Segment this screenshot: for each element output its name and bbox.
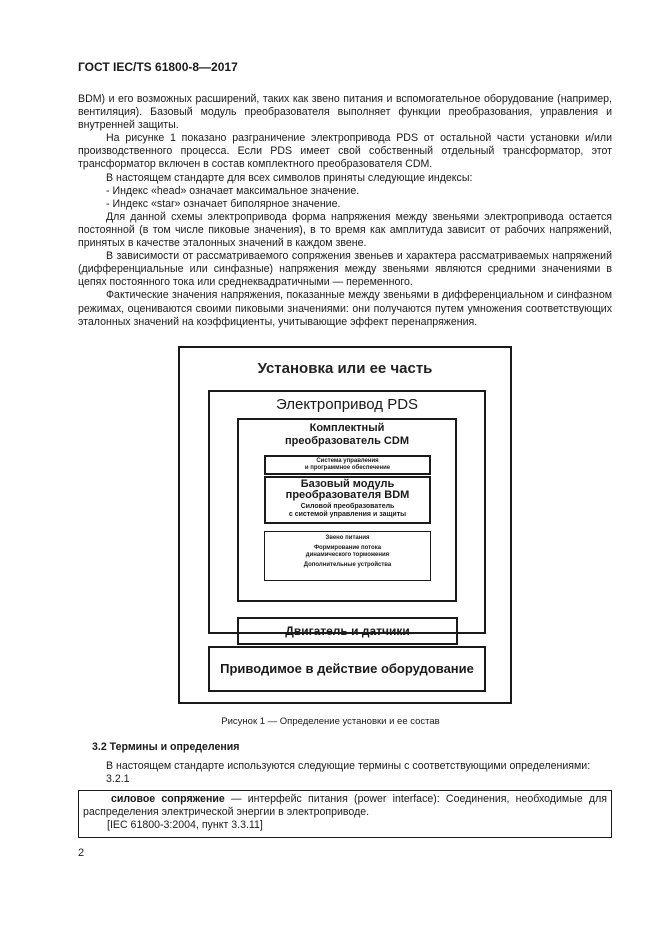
bdm-label-line1: Базовый модуль: [300, 478, 395, 490]
definition-text: [83, 793, 607, 819]
equipment-box: Приводимое в действие оборудование: [208, 646, 486, 692]
supply-item: Звено питания: [325, 535, 370, 541]
figure-caption: Рисунок 1 — Определение установки и ее состав: [221, 716, 440, 727]
paragraph: BDM) и его возможных расширений, таких как звено питания и вспомогательное оборудование (например, вентиляция). Базовый модуль преобразователя выполняет функции преобразования, управления и внутренней защиты.: [78, 93, 612, 132]
motor-box: Двигатель и датчики: [237, 617, 458, 645]
paragraph: В настоящем стандарте для всех символов приняты следующие индексы:: [106, 171, 473, 184]
cdm-box: [237, 418, 457, 602]
bdm-label-line2: преобразователя BDM: [285, 489, 410, 501]
definition-box: [78, 790, 612, 838]
section-intro: В настоящем стандарте используются следующие термины с соответствующими определениями:: [106, 760, 591, 772]
supply-item: Формирование потока: [313, 545, 382, 551]
cdm-label-line2: преобразователь CDM: [285, 435, 409, 447]
control-system-box: [264, 455, 431, 475]
list-item: - Индекс «head» означает максимальное значение.: [106, 184, 360, 197]
control-label-line2: и программное обеспечение: [304, 465, 391, 471]
bdm-box: [264, 476, 431, 524]
supply-item: Дополнительные устройства: [303, 562, 392, 568]
bdm-sublabel: [266, 501, 429, 519]
body-text: [78, 93, 612, 329]
paragraph: Фактические значения напряжения, показанные между звеньями в дифференциальном и синфазном режимах, оцениваются своими пиковыми значениями: они получаются путем умножения соответствующих эталонных значений на коэффициенты, учитывающие эффект перенапряжения.: [78, 289, 612, 328]
bdm-sublabel-line1: Силовой преобразователь: [300, 503, 395, 510]
page-number: 2: [78, 847, 85, 859]
installation-diagram: [178, 346, 512, 704]
definition-body: — интерфейс питания (power interface): Соединения, необходимые для распределения электрической энергии в электроприводе.: [83, 793, 607, 819]
definition-reference: [IEC 61800-3:2004, пункт 3.3.11]: [107, 819, 263, 832]
paragraph: В зависимости от рассматриваемого сопряжения звеньев и характера рассматриваемых напряжений (дифференциальные или синфазные) напряжения между звеньями являются средними значениями в цепях постоянного тока или среднеквадратичными — переменного.: [78, 250, 612, 289]
paragraph: Для данной схемы электропривода форма напряжения между звеньями электропривода остается постоянной (в том числе пиковые значения), в то время как амплитуда зависит от рабочих напряжений, принятых в качестве эталонных значений в каждом звене.: [78, 210, 612, 250]
section-body: [78, 760, 612, 786]
cdm-label: [239, 422, 455, 448]
installation-label: Установка или ее часть: [257, 360, 433, 377]
section-heading: 3.2 Термины и определения: [92, 741, 240, 753]
supply-item: динамического торможения: [305, 552, 390, 558]
list-item: - Индекс «star» означает биполярное значение.: [106, 197, 341, 210]
definition-term: силовое сопряжение: [111, 793, 225, 805]
pds-label: Электропривод PDS: [275, 396, 419, 413]
bdm-sublabel-line2: с системой управления и защиты: [288, 511, 407, 518]
document-header: ГОСТ IEC/TS 61800-8—2017: [78, 60, 238, 74]
bdm-label: [266, 478, 429, 501]
cdm-label-line1: Комплектный: [309, 422, 385, 434]
pds-box: [208, 390, 486, 638]
supply-box: [264, 531, 431, 581]
term-number: 3.2.1: [106, 773, 130, 786]
control-label-line1: Система управления: [316, 458, 379, 464]
paragraph: На рисунке 1 показано разграничение электропривода PDS от остальной части установки и/или производственного процесса. Если PDS имеет свой собственный отдельный трансформатор, этот трансформатор включен в состав комплектного преобразователя CDM.: [78, 132, 612, 171]
